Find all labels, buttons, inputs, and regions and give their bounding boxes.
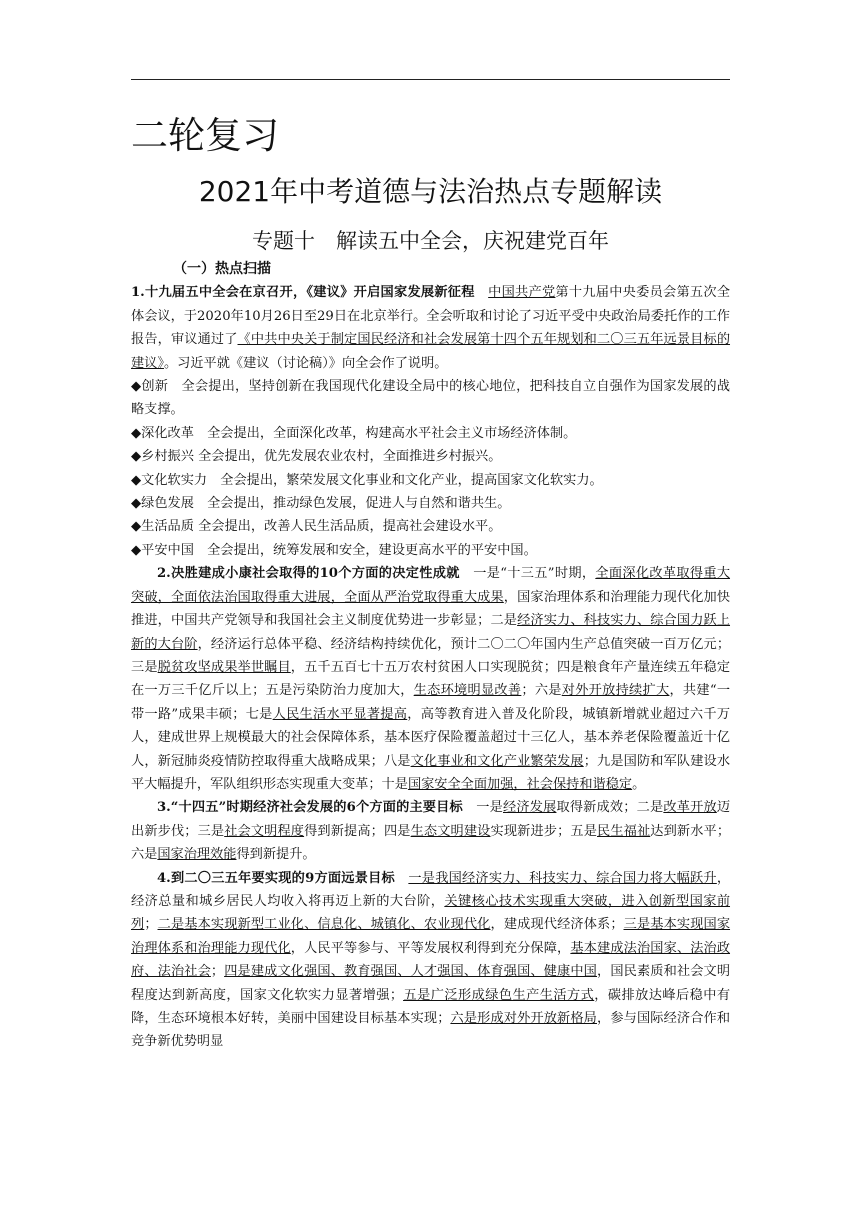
- section-heading: （一）热点扫描: [173, 261, 271, 277]
- document-body: [131, 258, 730, 1054]
- paragraph-4: 4.到二〇三五年要实现的9方面远景目标 一是我国经济实力、科技实力、综合国力将大幅跃升，经济总量和城乡居民人均收入将再迈上新的大台阶，关键核心技术实现重大突破，进入创新型国家前列；二是基本实现新型工业化、信息化、城镇化、农业现代化，建成现代经济体系；三是基本实现国家治理体系和治理能力现代化，人民平等参与、平等发展权利得到充分保障，基本建成法治国家、法治政府、法治社会；四是建成文化强国、教育强国、人才强国、体育强国、健康中国，国民素质和社会文明程度达到新高度，国家文化软实力显著增强；五是广泛形成绿色生产生活方式，碳排放达峰后稳中有降，生态环境根本好转，美丽中国建设目标基本实现；六是形成对外开放新格局，参与国际经济合作和竞争新优势明显: [131, 870, 731, 1050]
- subtitle: 专题十 解读五中全会，庆祝建党百年: [252, 229, 609, 253]
- bullet-item: ◆创新 全会提出，坚持创新在我国现代化建设全局中的核心地位，把科技自立自强作为国家发展的战略支撑。: [131, 379, 730, 418]
- review-title: 二轮复习: [131, 114, 279, 157]
- bullet-item: ◆生活品质 全会提出，改善人民生活品质，提高社会建设水平。: [131, 519, 502, 535]
- bullet-item: ◆深化改革 全会提出，全面深化改革，构建高水平社会主义市场经济体制。: [131, 425, 577, 441]
- bullet-item: ◆文化软实力 全会提出，繁荣发展文化事业和文化产业，提高国家文化软实力。: [131, 472, 603, 488]
- paragraph-3: 3.“十四五”时期经济社会发展的6个方面的主要目标 一是经济发展取得新成效；二是改革开放迈出新步伐；三是社会文明程度得到新提高；四是生态文明建设实现新进步；五是民生福祉达到新水平；六是国家治理效能得到新提升。: [131, 800, 731, 863]
- bullet-item: ◆乡村振兴 全会提出，优先发展农业农村，全面推进乡村振兴。: [131, 449, 502, 465]
- paragraph-2-lead: 2.决胜建成小康社会取得的10个方面的决定性成就: [157, 566, 460, 582]
- header-rule: [131, 79, 730, 80]
- main-title: 2021年中考道德与法治热点专题解读: [198, 175, 663, 208]
- paragraph-2: 2.决胜建成小康社会取得的10个方面的决定性成就 一是“十三五”时期，全面深化改革取得重大突破，全面依法治国取得重大进展，全面从严治党取得重大成果，国家治理体系和治理能力现代化加快推进，中国共产党领导和我国社会主义制度优势进一步彰显；二是经济实力、科技实力、综合国力跃上新的大台阶，经济运行总体平稳、经济结构持续优化，预计二〇二〇年国内生产总值突破一百万亿元；三是脱贫攻坚成果举世瞩目，五千五百七十五万农村贫困人口实现脱贫；四是粮食年产量连续五年稳定在一万三千亿斤以上；五是污染防治力度加大，生态环境明显改善；六是对外开放持续扩大，共建“一带一路”成果丰硕；七是人民生活水平显著提高，高等教育进入普及化阶段，城镇新增就业超过六千万人，建成世界上规模最大的社会保障体系，基本医疗保险覆盖超过十三亿人，基本养老保险覆盖近十亿人，新冠肺炎疫情防控取得重大战略成果；八是文化事业和文化产业繁荣发展；九是国防和军队建设水平大幅提升，军队组织形态实现重大变革；十是国家安全全面加强，社会保持和谐稳定。: [131, 566, 731, 792]
- paragraph-1-lead: 1.十九届五中全会在京召开，《建议》开启国家发展新征程: [131, 285, 475, 301]
- bullet-item: ◆平安中国 全会提出，统筹发展和安全，建设更高水平的平安中国。: [131, 542, 537, 558]
- bullet-item: ◆绿色发展 全会提出，推动绿色发展，促进人与自然和谐共生。: [131, 496, 511, 512]
- paragraph-1: 1.十九届五中全会在京召开，《建议》开启国家发展新征程 中国共产党第十九届中央委员会第五次全体会议，于2020年10月26日至29日在北京举行。全会听取和讨论了习近平受中央政治局委托作的工作报告，审议通过了《中共中央关于制定国民经济和社会发展第十四个五年规划和二〇三五年远景目标的建议》。习近平就《建议（讨论稿）》向全会作了说明。: [131, 285, 731, 371]
- paragraph-4-lead: 4.到二〇三五年要实现的9方面远景目标: [157, 870, 395, 886]
- paragraph-3-lead: 3.“十四五”时期经济社会发展的6个方面的主要目标: [157, 800, 463, 816]
